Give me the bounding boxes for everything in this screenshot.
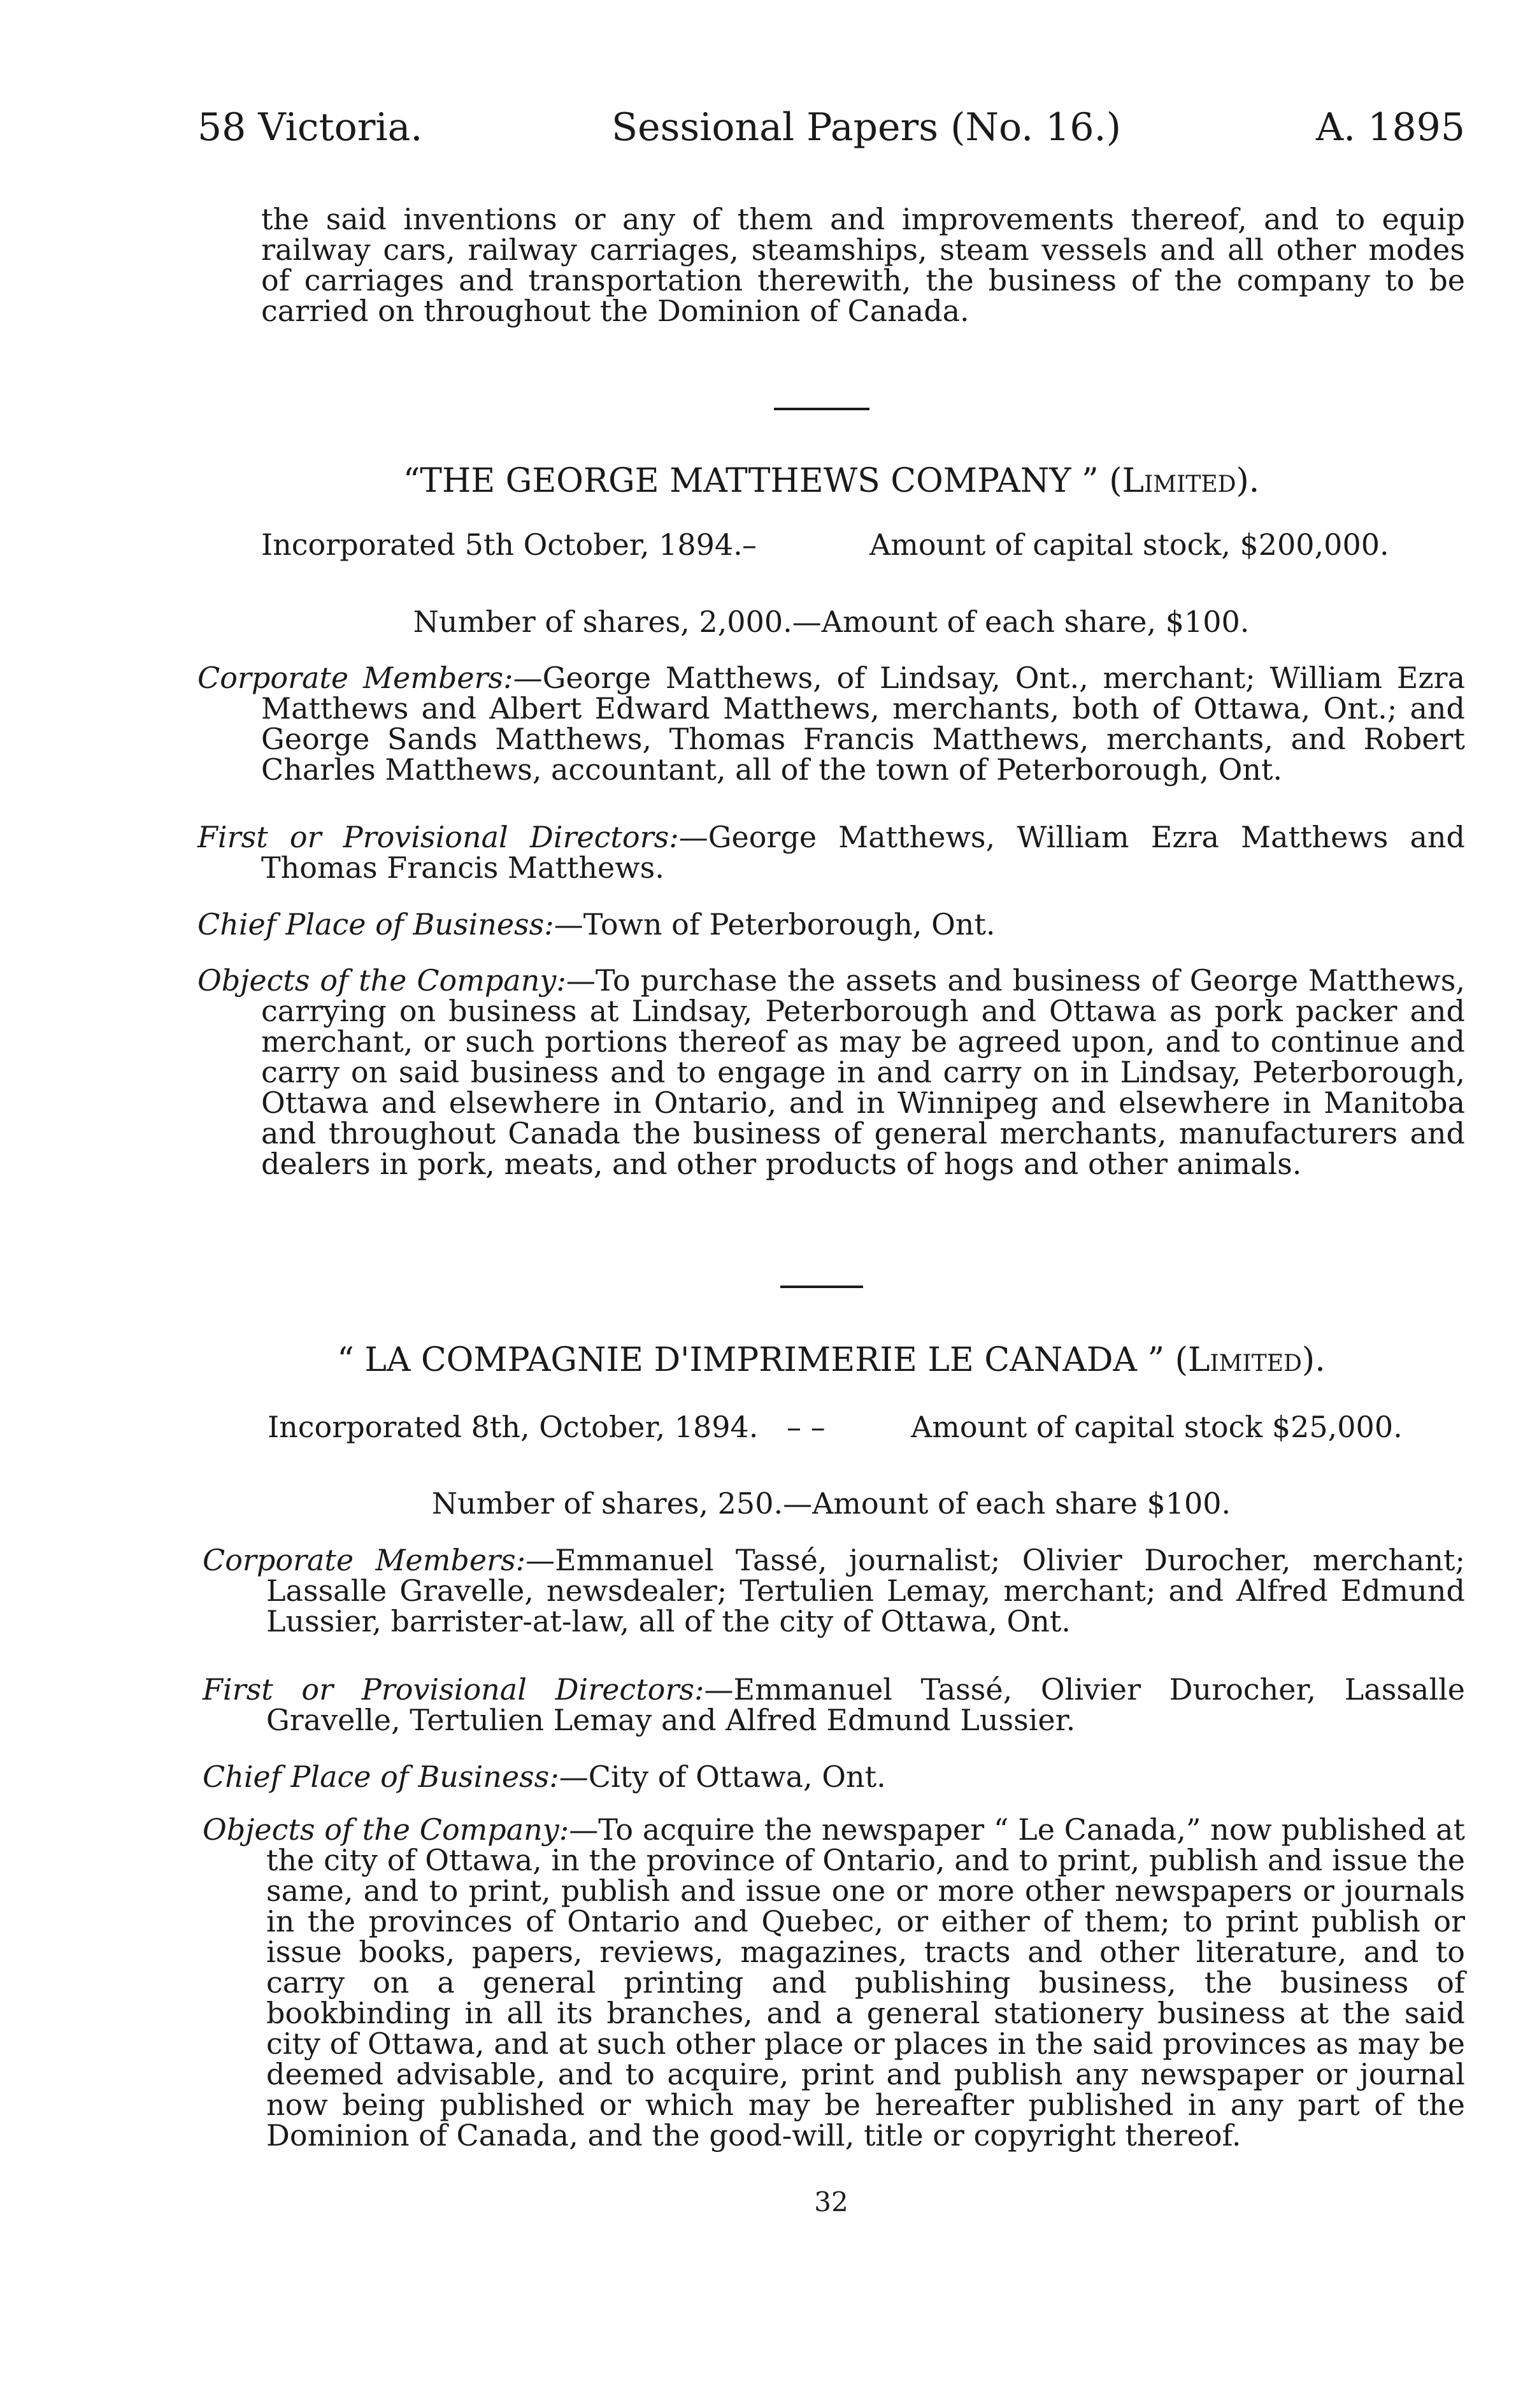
corporate-members <box>203 1545 1465 1637</box>
entry-text: —To acquire the newspaper “ Le Canada,” now published at the city of Ottawa, in the province of Ontario, and to print, publish and issue the same, and to print, publish and issue one or more other newspapers or journals in the provinces of Ontario and Quebec, or either of them; to print publish or issue books, papers, reviews, magazines, tracts and other literature, and to carry on a general printing and publishing business, the business of bookbinding in all its branches, and a general stationery business at the said city of Ottawa, and at such other place or places in the said provinces as may be deemed advisable, and to acquire, print and publish any newspaper or journal now being published or which may be hereafter published in any part of the Dominion of Canada, and the good-will, title or copyright thereof. <box>266 1812 1465 2153</box>
section-divider <box>780 1286 863 1288</box>
entry-label: Chief Place of Business: <box>203 1759 559 1794</box>
capital-stock: Amount of capital stock $25,000. <box>911 1410 1403 1444</box>
company-limited: (Limited). <box>1175 1341 1326 1379</box>
entry-label: Corporate Members: <box>197 661 513 695</box>
incorporation-date: Incorporated 5th October, 1894. <box>261 527 743 562</box>
separator-dash: – – <box>787 1410 826 1444</box>
entry-text: —City of Ottawa, Ont. <box>559 1759 886 1794</box>
entry-label: First or Provisional Directors: <box>203 1672 704 1707</box>
shares-line: Number of shares, 2,000.—Amount of each share, $100. <box>413 605 1250 639</box>
header-sessional-papers: Sessional Papers (No. 16.) <box>611 105 1122 150</box>
shares-line: Number of shares, 250.—Amount of each share $100. <box>431 1486 1231 1521</box>
company-name: “ LA COMPAGNIE D'IMPRIMERIE LE CANADA ” <box>337 1341 1165 1379</box>
page-header <box>197 102 1465 153</box>
company-objects <box>203 1814 1465 2151</box>
separator-dash: – <box>742 527 757 562</box>
entry-text: —Town of Peterborough, Ont. <box>554 907 996 942</box>
entry-text: —George Matthews, of Lindsay, Ont., merchant; William Ezra Matthews and Albert Edward Matthews, merchants, both of Ottawa, Ont.; and George Sands Matthews, Thomas Francis Matthews, merchants, and Robert Charles Matthews, accountant, all of the town of Peterborough, Ont. <box>261 661 1465 787</box>
header-session: 58 Victoria. <box>197 105 423 150</box>
provisional-directors <box>197 822 1465 883</box>
entry-text: —To purchase the assets and business of George Matthews, carrying on business at Lindsay, Peterborough and Ottawa as pork packer and merchant, or such portions thereof as may be agreed upon, and to continue and carry on said business and to engage in and carry on in Lindsay, Peterborough, Ottawa and elsewhere in Ontario, and in Winnipeg and elsewhere in Manitoba and throughout Canada the business of general merchants, manufacturers and dealers in pork, meats, and other products of hogs and other animals. <box>261 963 1465 1181</box>
entry-label: First or Provisional Directors: <box>197 820 679 854</box>
corporate-members <box>197 663 1465 785</box>
entry-text: —Emmanuel Tassé, Olivier Durocher, Lassalle Gravelle, Tertulien Lemay and Alfred Edmund Lussier. <box>266 1672 1466 1737</box>
entry-text: —Emmanuel Tassé, journalist; Olivier Durocher, merchant; Lassalle Gravelle, newsdealer; Tertulien Lemay, merchant; and Alfred Edmund Lussier, barrister-at-law, all of the city of Ottawa, Ont. <box>266 1543 1465 1638</box>
entry-label: Objects of the Company: <box>203 1812 569 1847</box>
company-title <box>197 1341 1465 1379</box>
chief-place-of-business <box>203 1761 1465 1792</box>
company-title <box>197 462 1465 500</box>
provisional-directors <box>203 1674 1465 1735</box>
entry-text: —George Matthews, William Ezra Matthews and Thomas Francis Matthews. <box>261 820 1466 885</box>
entry-label: Chief Place of Business: <box>197 907 554 942</box>
entry-label: Objects of the Company: <box>197 963 566 998</box>
company-name: “THE GEORGE MATTHEWS COMPANY ” <box>403 462 1099 500</box>
section-divider <box>774 408 869 410</box>
header-year: A. 1895 <box>1315 105 1465 150</box>
company-objects <box>197 965 1465 1179</box>
company-limited: (Limited). <box>1109 462 1260 500</box>
incorporation-line <box>261 527 1465 563</box>
intro-paragraph: the said inventions or any of them and improvements thereof, and to equip railway cars, railway carriages, steamships, steam vessels and all other modes of carriages and transportation therewith, the business of the company to be carried on throughout the Dominion of Canada. <box>261 202 1465 328</box>
incorporation-line <box>268 1409 1446 1445</box>
capital-stock: Amount of capital stock, $200,000. <box>869 527 1389 562</box>
chief-place-of-business <box>197 909 1465 940</box>
entry-label: Corporate Members: <box>203 1543 526 1577</box>
page-number: 32 <box>814 2186 848 2218</box>
incorporation-date: Incorporated 8th, October, 1894. <box>268 1410 759 1444</box>
